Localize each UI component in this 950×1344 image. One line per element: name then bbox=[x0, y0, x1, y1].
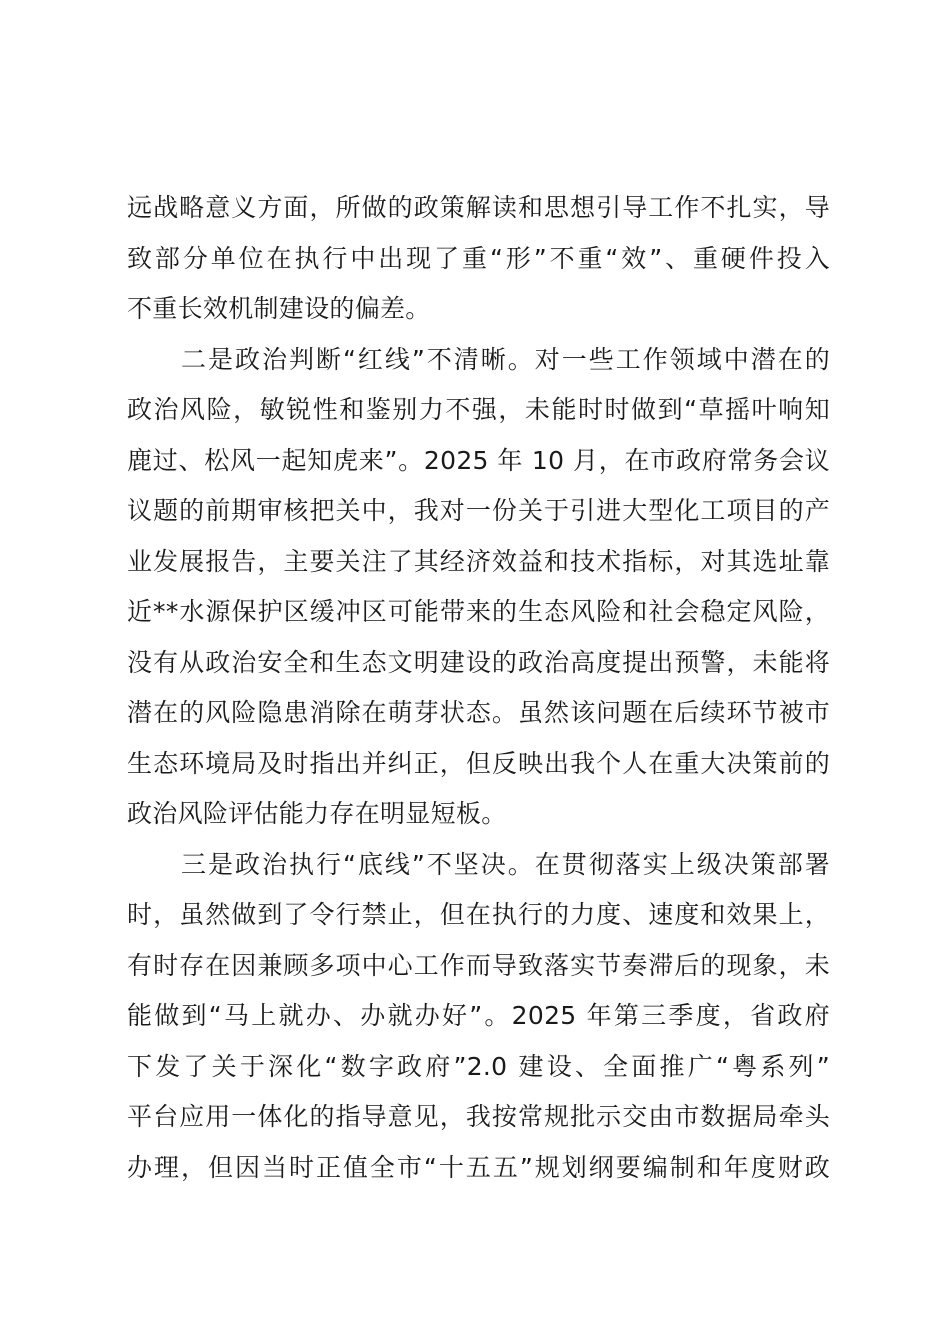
text-line: 下发了关于深化“数字政府”2.0 建设、全面推广“粤系列” bbox=[127, 1051, 830, 1081]
text-line: 致部分单位在执行中出现了重“形”不重“效”、重硬件投入 bbox=[127, 243, 830, 273]
text-line: 生态环境局及时指出并纠正，但反映出我个人在重大决策前的 bbox=[127, 748, 830, 778]
text-line: 平台应用一体化的指导意见，我按常规批示交由市数据局牵头 bbox=[127, 1102, 830, 1131]
text-line: 业发展报告，主要关注了其经济效益和技术指标，对其选址靠 bbox=[127, 546, 830, 576]
text-line: 政治风险评估能力存在明显短板。 bbox=[127, 799, 507, 828]
text-line: 政治风险，敏锐性和鉴别力不强，未能时时做到“草摇叶响知 bbox=[127, 395, 830, 424]
text-line: 没有从政治安全和生态文明建设的政治高度提出预警，未能将 bbox=[127, 647, 830, 677]
text-line: 不重长效机制建设的偏差。 bbox=[127, 294, 431, 323]
text-line: 近**水源保护区缓冲区可能带来的生态风险和社会稳定风险， bbox=[127, 597, 830, 626]
paragraph-continuation bbox=[127, 183, 830, 335]
document-body bbox=[127, 183, 830, 1193]
text-line: 潜在的风险隐患消除在萌芽状态。虽然该问题在后续环节被市 bbox=[127, 698, 830, 727]
text-line: 办理，但因当时正值全市“十五五”规划纲要编制和年度财政 bbox=[127, 1152, 830, 1182]
text-line: 鹿过、松风一起知虎来”。2025 年 10 月，在市政府常务会议 bbox=[127, 445, 830, 475]
text-line: 二是政治判断“红线”不清晰。对一些工作领域中潜在的 bbox=[181, 344, 830, 374]
text-line: 时，虽然做到了令行禁止，但在执行的力度、速度和效果上， bbox=[127, 900, 830, 929]
text-line: 三是政治执行“底线”不坚决。在贯彻落实上级决策部署 bbox=[181, 849, 830, 879]
text-line: 议题的前期审核把关中，我对一份关于引进大型化工项目的产 bbox=[127, 496, 830, 525]
text-line: 能做到“马上就办、办就办好”。2025 年第三季度，省政府 bbox=[127, 1001, 830, 1030]
paragraph-political-judgment bbox=[127, 335, 830, 840]
text-line: 远战略意义方面，所做的政策解读和思想引导工作不扎实，导 bbox=[127, 193, 830, 222]
text-line: 有时存在因兼顾多项中心工作而导致落实节奏滞后的现象，未 bbox=[127, 950, 830, 980]
paragraph-political-execution bbox=[127, 840, 830, 1194]
